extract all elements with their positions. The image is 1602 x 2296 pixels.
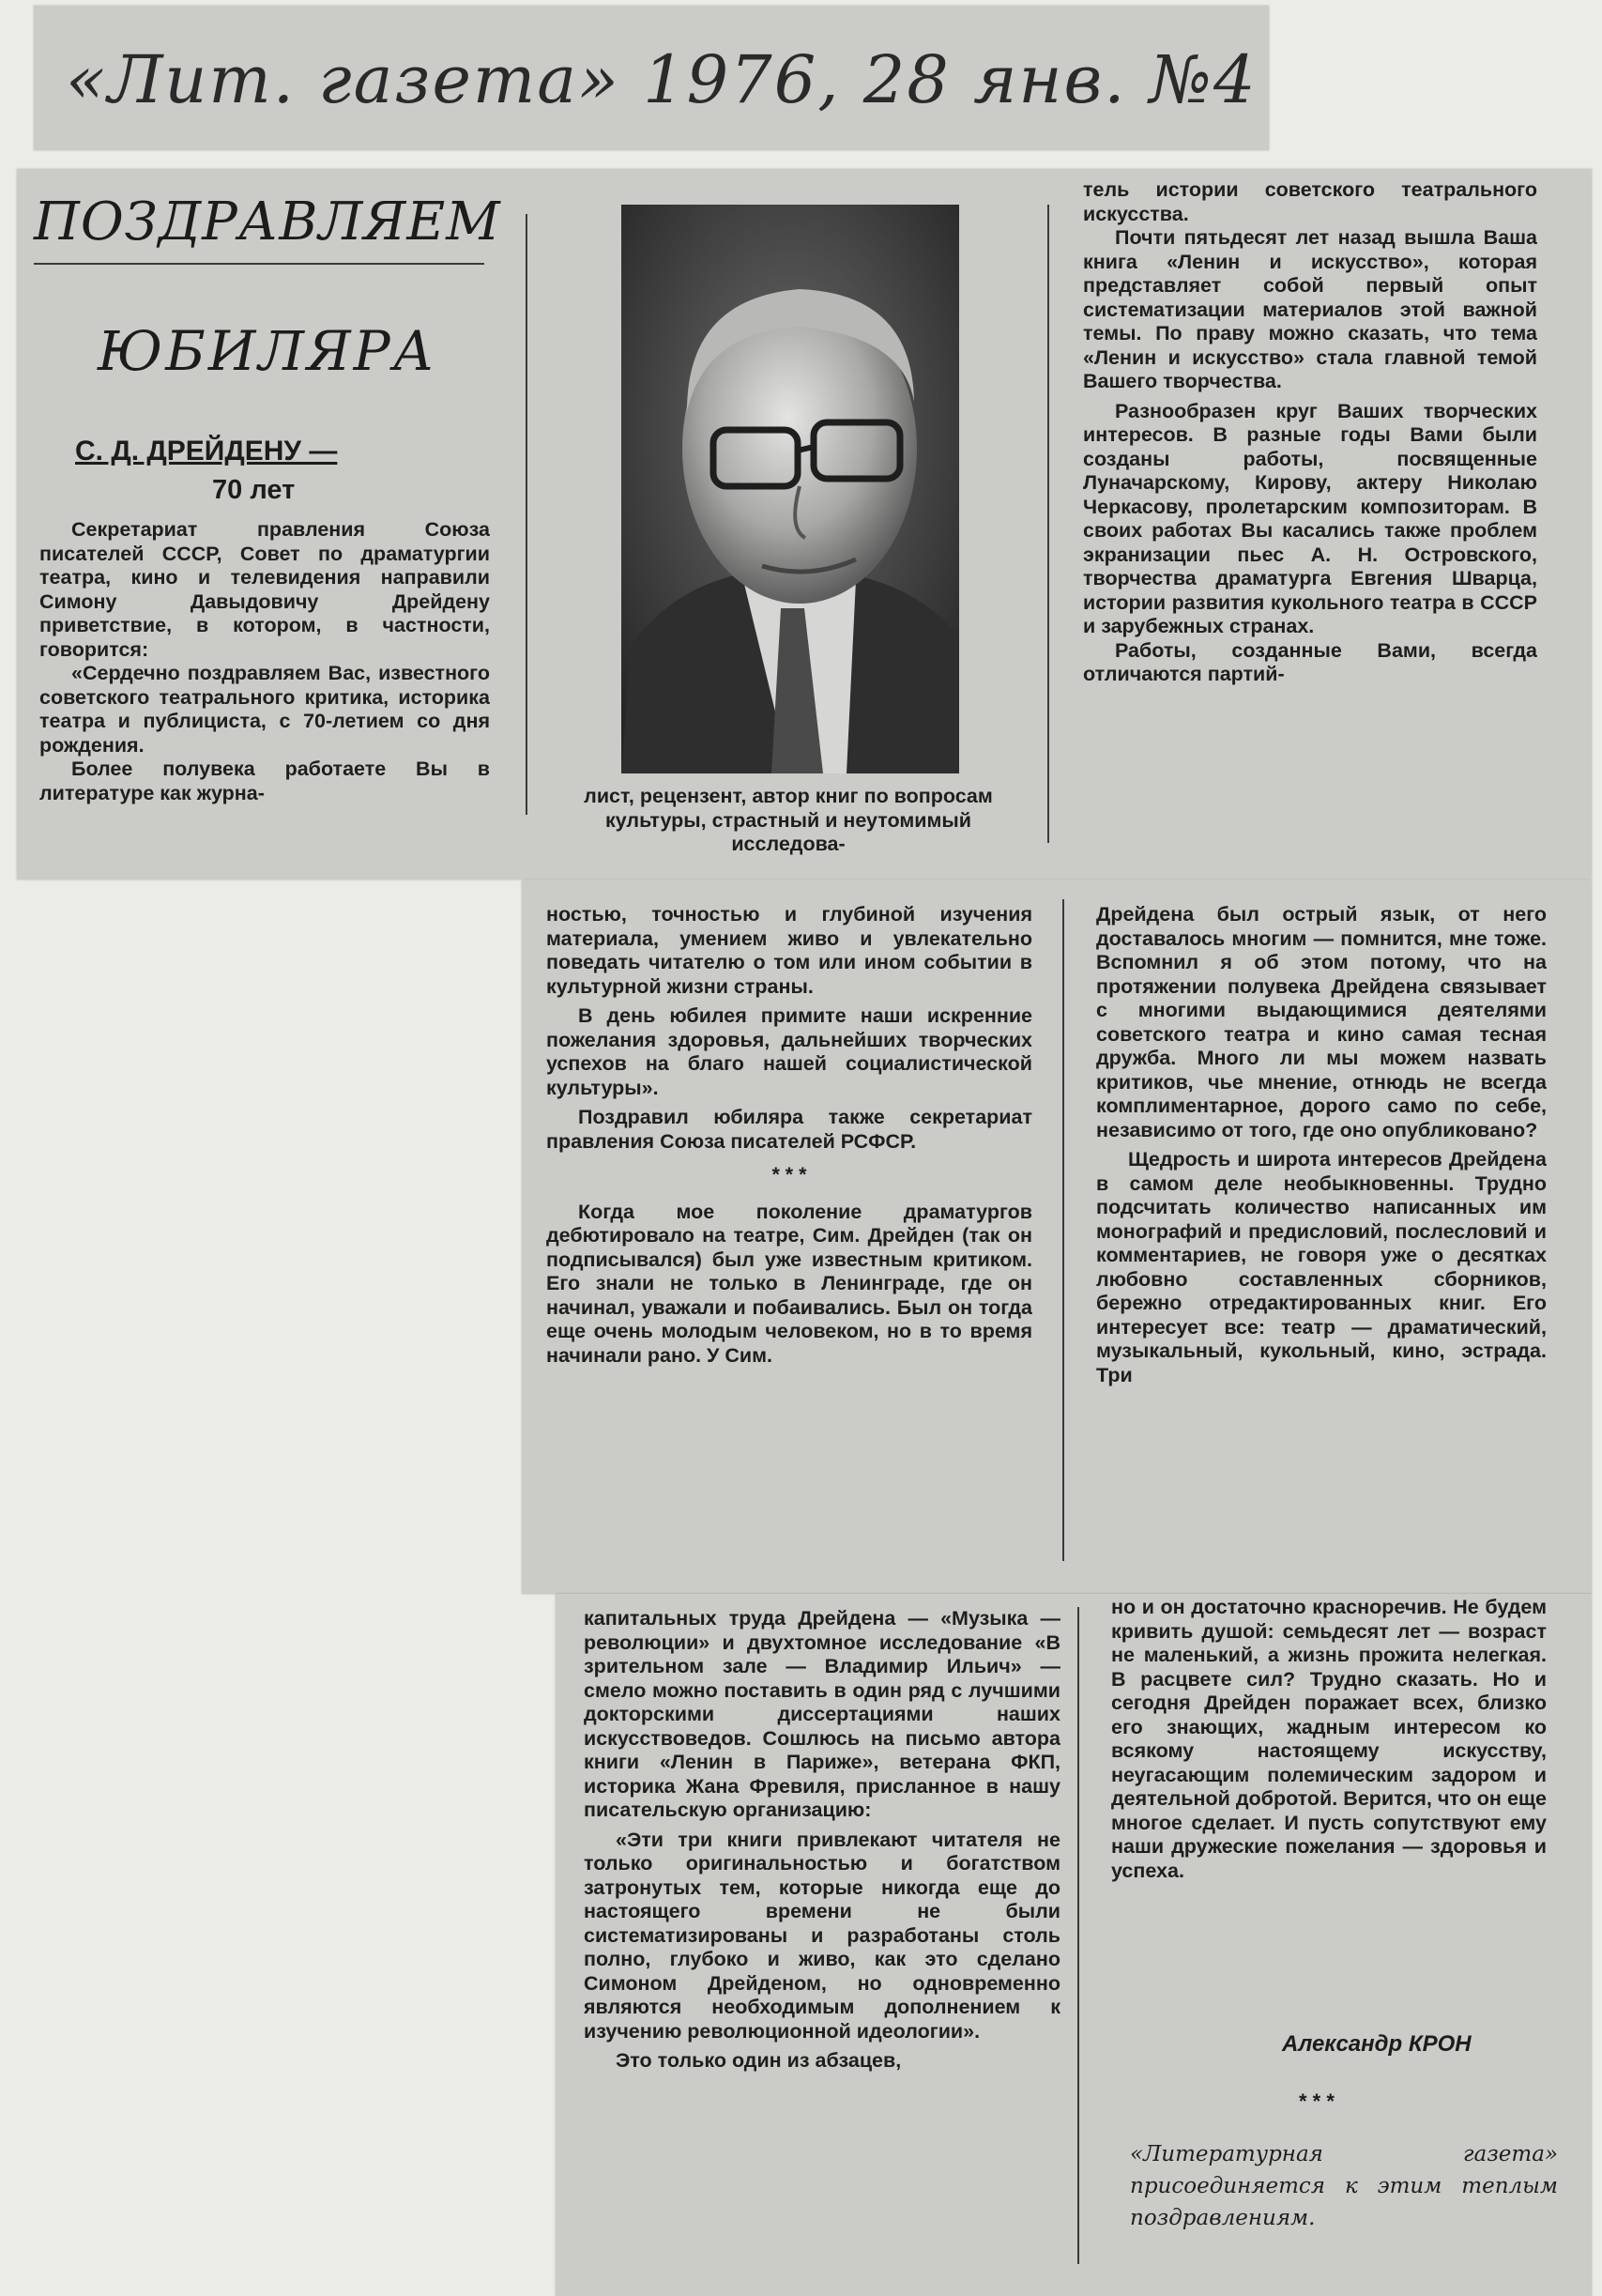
paragraph: ностью, точностью и глубиной изучения материала, умением живо и увлекательно поведать читателю о том или ином событии в культурной жизни страны. <box>546 903 1032 998</box>
portrait-image <box>621 205 959 773</box>
paragraph: капитальных труда Дрейдена — «Музыка — революции» и двухтомное исследование «В зрительном зале — Владимир Ильич» — смело можно поставить в один ряд с лучшими докторскими диссертациями наших искусствоведов. Сошлюсь на письмо автора книги «Ленин в Париже», ветерана ФКП, историка Жана Фревиля, присланное в нашу писательскую организацию: <box>584 1607 1060 1821</box>
paragraph: лист, рецензент, автор книг по вопросам культуры, страстный и неутомимый исследова- <box>584 785 993 855</box>
column-7 <box>1111 1596 1547 2029</box>
paragraph: Секретариат правления Союза писателей СССР, Совет по драматургии театра, кино и телевидения направили Симону Давыдовичу Дрейдену приветствие, в котором, в частности, говорится: <box>39 518 490 661</box>
column-5 <box>1096 903 1547 1574</box>
portrait-photo <box>621 205 959 773</box>
column-4 <box>546 903 1032 1574</box>
article-subhead: С. Д. ДРЕЙДЕНУ — <box>75 436 338 467</box>
section-separator: * * * <box>1299 2089 1335 2113</box>
column-rule <box>1077 1607 1079 2264</box>
paragraph: но и он достаточно красноречив. Не будем кривить душой: семьдесят лет — возраст не маленький, а жизнь прожита нелегкая. В расцвете сил? Трудно сказать. Но и сегодня Дрейден поражает всех, близко его знающих, жадным интересом ко всякому настоящему искусству, неугасающим полемическим задором и деятельной добротой. Верится, что он еще многое сделает. И пусть сопутствуют ему наши дружеские пожелания — здоровья и успеха. <box>1111 1596 1547 1882</box>
column-rule <box>526 214 527 815</box>
paragraph: Разнообразен круг Ваших творческих интересов. В разные годы Вами были созданы работы, посвященные Луначарскому, Кирову, актеру Николаю Черкасову, пролетарским композиторам. В своих работах Вы касались также проблем экранизации пьес А. Н. Островского, творчества драматурга Евгения Шварца, истории развития кукольного театра в СССР и зарубежных странах. <box>1083 399 1537 637</box>
column-rule <box>1047 205 1049 843</box>
paragraph: Дрейдена был острый язык, от него доставалось многим — помнится, мне тоже. Вспомнил я об этом потому, что на протяжении полувека Дрейдена связывает с многими выдающимися деятелями советского театра и кино самая тесная дружба. Много ли мы можем назвать критиков, чье мнение, отнюдь не всегда комплиментарное, дорого само по себе, независимо от того, где оно опубликовано? <box>1096 903 1547 1141</box>
paragraph: Почти пятьдесят лет назад вышла Ваша книга «Ленин и искусство», которая представляет собой первый опыт систематизации материалов этой важной темы. По праву можно сказать, что тема «Ленин и искусство» стала главной темой Вашего творчества. <box>1083 226 1537 392</box>
paragraph: «Эти три книги привлекают читателя не только оригинальностью и богатством затронутых тем, которые никогда еще до настоящего времени не были систематизированы и разработаны столь полно, глубоко и живо, как это сделано Симоном Дрейденом, но одновременно являются необходимым дополнением к изучению революционной идеологии». <box>584 1828 1060 2043</box>
column-rule <box>1062 899 1064 1561</box>
paragraph: Это только один из абзацев, <box>616 2049 902 2072</box>
paragraph: тель истории советского театрального искусства. <box>1083 178 1537 225</box>
paragraph: Более полувека работаете Вы в литературе как журна- <box>39 758 490 804</box>
rubric-title-line1: ПОЗДРАВЛЯЕМ <box>34 191 501 253</box>
editorial-closing-note: «Литературная газета» присоединяется к этим теплым поздравлениям. <box>1130 2142 1558 2230</box>
author-signature: Александр КРОН <box>1282 2031 1472 2057</box>
paragraph: «Сердечно поздравляем Вас, известного советского театрального критика, историка театра и публициста, с 70-летием со дня рождения. <box>39 662 490 757</box>
section-separator: * * * <box>771 1163 807 1186</box>
rubric-title-line2: ЮБИЛЯРА <box>98 319 437 383</box>
column-3 <box>1083 178 1537 864</box>
paragraph: Щедрость и широта интересов Дрейдена в самом деле необыкновенны. Трудно подсчитать количество написанных им монографий и предисловий, послесловий и комментариев, не говоря уже о десятках любовно составленных сборников, бережно отредактированных книг. Его интересует все: театр — драматический, музыкальный, кукольный, кино, эстрада. Три <box>1096 1148 1547 1386</box>
paragraph: Поздравил юбиляра также секретариат правления Союза писателей РСФСР. <box>546 1106 1032 1153</box>
column-2 <box>563 785 1014 860</box>
article-subhead-years: 70 лет <box>212 475 296 505</box>
rubric-rule <box>34 263 484 265</box>
paragraph: Работы, созданные Вами, всегда отличаются партий- <box>1083 638 1537 685</box>
column-6 <box>584 1607 1060 2278</box>
column-1 <box>39 518 490 865</box>
handwritten-source-note: «Лит. газета» 1976, 28 янв. №4 <box>66 41 1258 118</box>
paragraph: Когда мое поколение драматургов дебютировало на театре, Сим. Дрейден (так он подписывался) был уже известным критиком. Его знали не только в Ленинграде, где он начинал, уважали и побаивались. Был он тогда еще очень молодым человеком, но в то время начинали рано. У Сим. <box>546 1200 1032 1367</box>
paragraph: В день юбилея примите наши искренние пожелания здоровья, дальнейших творческих успехов на благо нашей социалистической культуры». <box>546 1004 1032 1099</box>
